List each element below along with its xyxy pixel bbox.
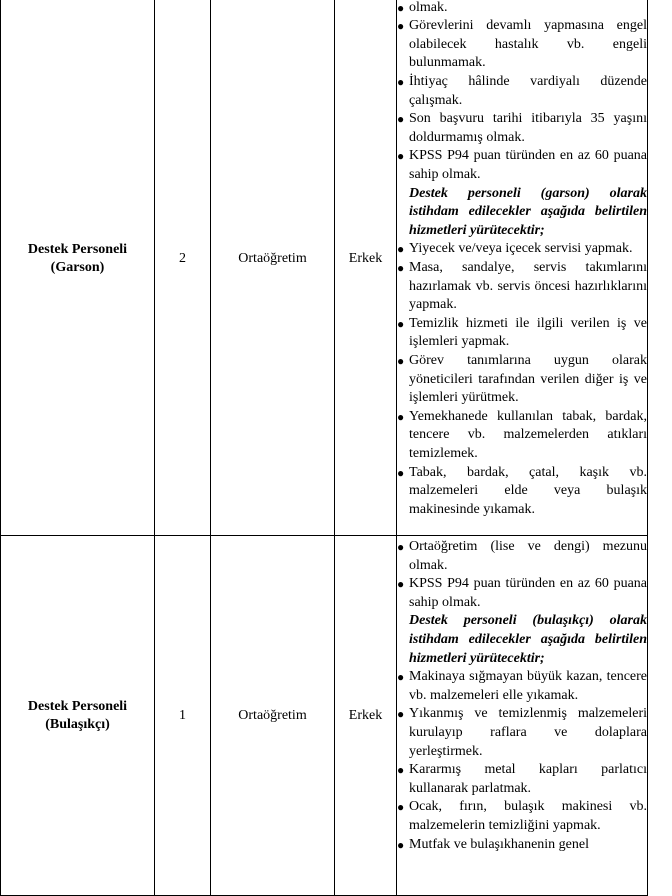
education-level: Ortaöğretim <box>211 536 335 896</box>
list-item-text: Masa, sandalye, servis takımlarını hazırlamak vb. servis öncesi hazırlıklarını yapmak. <box>409 260 647 313</box>
position-title: Destek Personeli <box>27 698 128 714</box>
list-item-text: KPSS P94 puan türünden en az 60 puana sahip olmak. <box>409 148 647 183</box>
list-item-text: Görevlerini devamlı yapmasına engel olabilecek hastalık vb. engeli bulunmamak. <box>409 18 647 71</box>
bullet-icon: ● <box>397 261 405 275</box>
list-item-text: olmak. <box>409 0 448 15</box>
duties-heading: Destek personeli (bulaşıkçı) olarak istihdam edilecekler aşağıda belirtilen hizmetleri yürütecektir; <box>409 613 647 666</box>
list-item <box>397 147 647 184</box>
list-item-text: Yıkanmış ve temizlenmiş malzemeleri kurulayıp raflara ve dolaplara yerleştirmek. <box>409 706 647 759</box>
list-item <box>397 17 647 73</box>
bullet-icon: ● <box>397 242 405 257</box>
bullet-icon: ● <box>397 409 405 424</box>
bullet-icon: ● <box>397 316 405 331</box>
requirements-cell <box>397 0 648 536</box>
table-row <box>1 536 648 896</box>
gender: Erkek <box>335 0 397 536</box>
position-count: 2 <box>155 0 211 536</box>
position-title-cell <box>1 0 155 536</box>
education-level: Ortaöğretim <box>211 0 335 536</box>
bullet-icon: ● <box>397 465 405 480</box>
bullet-icon: ● <box>397 75 405 90</box>
position-subtitle: (Bulaşıkçı) <box>45 716 110 732</box>
list-item-text: Yemekhanede kullanılan tabak, bardak, tencere vb. malzemelerden atıkları temizlemek. <box>409 408 647 461</box>
list-item-text: Mutfak ve bulaşıkhanenin genel <box>409 836 590 852</box>
bullet-icon: ● <box>397 149 405 164</box>
bullet-icon: ● <box>397 670 405 685</box>
list-item-text: Görev tanımlarına uygun olarak yöneticileri tarafından verilen diğer iş ve işlemleri yürütmek. <box>409 352 647 406</box>
position-count: 1 <box>155 536 211 896</box>
requirements-cell <box>397 536 648 896</box>
bullet-icon: ● <box>397 353 405 368</box>
list-item <box>397 352 647 408</box>
list-item <box>397 110 647 147</box>
list-item-text: Yiyecek ve/veya içecek servisi yapmak. <box>409 241 633 257</box>
list-item <box>397 705 647 761</box>
bullet-icon: ● <box>397 0 405 15</box>
list-item-text: Temizlik hizmeti ile ilgili verilen iş ve işlemleri yapmak. <box>409 315 647 350</box>
list-item-text: Ocak, fırın, bulaşık makinesi vb. malzemelerin temizliğini yapmak. <box>409 799 647 833</box>
list-item <box>397 0 647 17</box>
bullet-icon: ● <box>397 837 405 852</box>
bullet-icon: ● <box>397 763 405 778</box>
list-item-text: Tabak, bardak, çatal, kaşık vb. malzemeleri elde veya bulaşık makinesinde yıkamak. <box>409 464 647 517</box>
list-item <box>397 240 647 259</box>
list-item-text: Son başvuru tarihi itibarıyla 35 yaşını doldurmamış olmak. <box>409 111 647 145</box>
list-item <box>397 575 647 612</box>
list-item <box>397 408 647 464</box>
list-item <box>397 538 647 575</box>
requirements-list <box>397 0 647 519</box>
list-item-text: Ortaöğretim (lise ve dengi) mezunu olmak. <box>409 539 647 573</box>
bullet-icon: ● <box>397 112 405 127</box>
list-item <box>397 259 647 315</box>
position-title-cell <box>1 536 155 896</box>
gender: Erkek <box>335 536 397 896</box>
list-item-text: KPSS P94 puan türünden en az 60 puana sahip olmak. <box>409 576 647 610</box>
bullet-icon: ● <box>397 19 405 34</box>
list-item <box>397 836 647 855</box>
bullet-icon: ● <box>397 800 405 815</box>
list-item-text: Kararmış metal kapları parlatıcı kullanarak parlatmak. <box>409 762 647 796</box>
bullet-icon: ● <box>397 577 405 592</box>
list-item <box>397 798 647 835</box>
requirements-list <box>397 538 647 854</box>
position-title: Destek Personeli <box>27 242 128 257</box>
list-item <box>397 315 647 352</box>
bullet-icon: ● <box>397 540 405 554</box>
table-row <box>1 0 648 536</box>
list-item <box>397 761 647 798</box>
list-item <box>397 73 647 110</box>
bullet-icon: ● <box>397 707 405 722</box>
duties-heading: Destek personeli (garson) olarak istihdam edilecekler aşağıda belirtilen hizmetleri yürütecektir; <box>409 185 647 238</box>
list-item-text: İhtiyaç hâlinde vardiyalı düzende çalışmak. <box>409 74 647 108</box>
list-item <box>397 668 647 705</box>
list-item <box>397 464 647 520</box>
list-item-text: Makinaya sığmayan büyük kazan, tencere vb. malzemeleri elle yıkamak. <box>409 669 647 703</box>
position-subtitle: (Garson) <box>50 260 105 275</box>
